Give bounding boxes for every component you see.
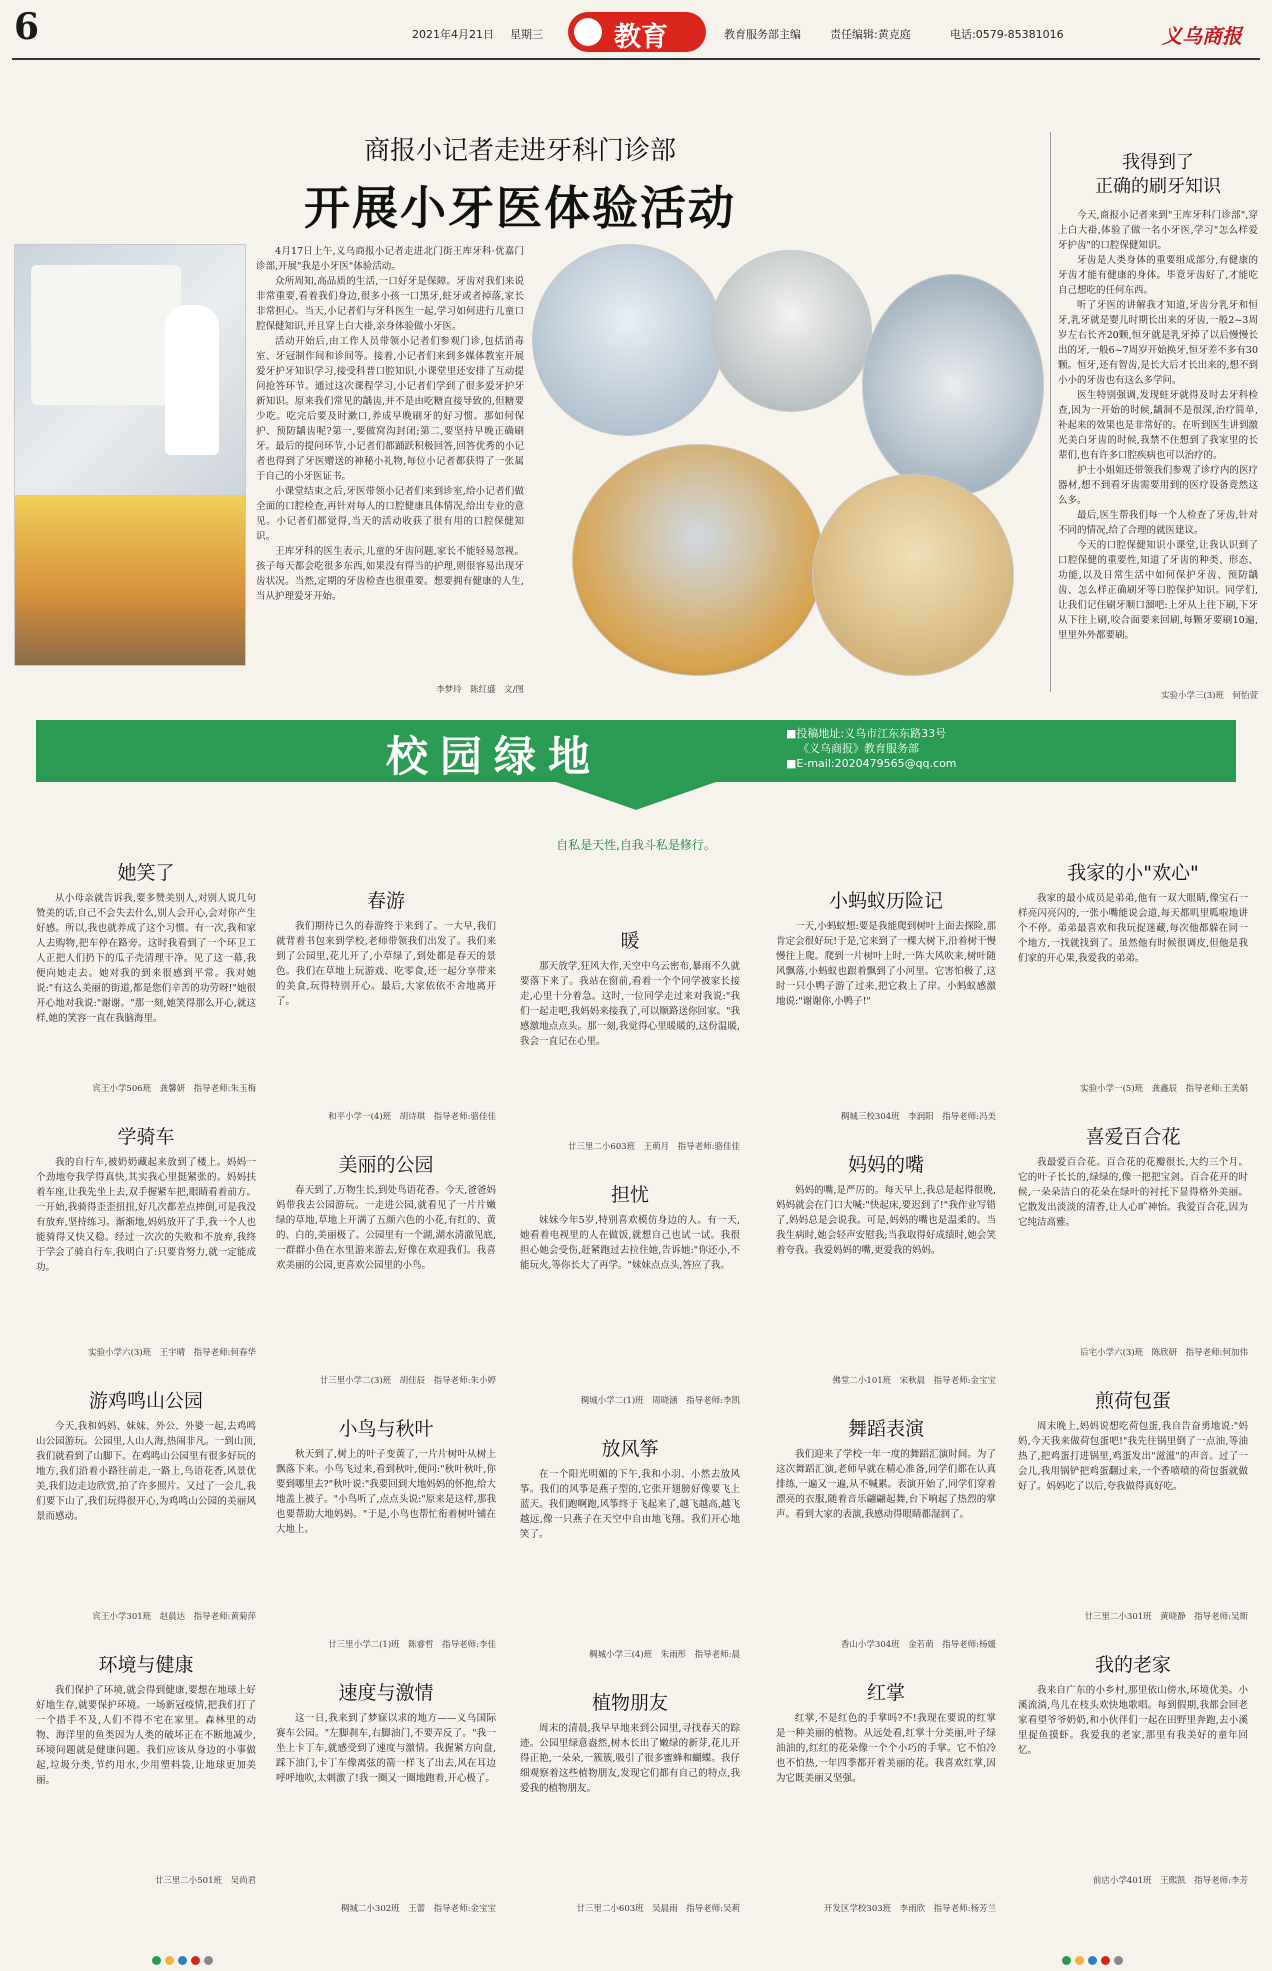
- essay-title: 我家的小"欢心": [1067, 862, 1199, 884]
- essay-byline: 宾王小学506班 龚馨妍 指导老师:朱玉梅: [92, 1084, 256, 1094]
- classroom-photo: [14, 244, 246, 666]
- essay: [276, 880, 496, 1130]
- sidebar-paragraph: 今天,商报小记者来到"王库牙科门诊部",穿上白大褂,体验了做一名小牙医,学习"怎么样爱牙护齿"的口腔保健知识。: [1058, 210, 1258, 251]
- essay: [1018, 1644, 1248, 1894]
- essay: [36, 1644, 256, 1894]
- essay-body: 秋天到了,树上的叶子变黄了,一片片树叶从树上飘落下来。小鸟飞过来,看到秋叶,便问:"秋叶秋叶,你要到哪里去?"秋叶说:"我要回到大地妈妈的怀抱,给大地盖上被子。"小鸟听了,点点头说:"原来是这样,那我也要帮助大地妈妈。"于是,小鸟也帮忙衔着树叶铺在大地上。: [276, 1449, 496, 1535]
- essay-byline: 香山小学304班 金若萌 指导老师:杨媛: [840, 1640, 996, 1650]
- essay-title: 煎荷包蛋: [1094, 1390, 1171, 1412]
- sidebar-title-line1: 我得到了: [1122, 152, 1194, 173]
- essay: [776, 1408, 996, 1658]
- essay-body: 那天放学,狂风大作,天空中乌云密布,暴雨不久就要落下来了。我站在窗前,看着一个个同学被家长接走,心里十分着急。这时,一位同学走过来对我说:"我们一起走吧,我妈妈来接我了,可以顺路送你回家。"我感激地点点头。那一刻,我觉得心里暖暖的,这份温暖,我会一直记在心里。: [520, 961, 740, 1047]
- essay: [520, 920, 740, 1160]
- lecture-photo: [572, 444, 824, 676]
- essay-body: 春天到了,万物生长,到处鸟语花香。今天,爸爸妈妈带我去公园游玩。一走进公园,就看见了一片片嫩绿的草地,草地上开满了五颜六色的小花,有红的、黄的、白的,美丽极了。公园里有一个湖,湖水清澈见底,一群群小鱼在水里游来游去,好像在欢迎我们。我喜欢美丽的公园,更喜欢公园里的小鸟。: [276, 1185, 496, 1271]
- photo-collage: [532, 244, 1042, 674]
- masthead-phone: 电话:0579-85381016: [950, 28, 1064, 41]
- sidebar-paragraph: 今天的口腔保健知识小课堂,让我认识到了口腔保健的重要性,知道了牙齿的种类、形态、功能,以及日常生活中如何保护牙齿、预防龋齿、怎么样正确刷牙等口腔保护知识。同学们,让我们记住刷牙顺口溜吧:上牙从上往下刷,下牙从下往上刷,咬合面要来回刷,每颗牙要刷10遍,里里外外都要刷。: [1058, 540, 1258, 641]
- essay: [276, 1408, 496, 1658]
- essay-title: 她笑了: [117, 862, 175, 884]
- essay-byline: 后宅小学六(3)班 陈欣研 指导老师:何加伟: [1080, 1348, 1248, 1358]
- essay-byline: 佛堂二小101班 宋秋晨 指导老师:金宝宝: [832, 1376, 996, 1386]
- essay-body: 一天,小蚂蚁想:要是我能爬到树叶上面去探险,那肯定会很好玩!于是,它来到了一棵大树下,沿着树干慢慢往上爬。爬到一片树叶上时,一阵大风吹来,树叶随风飘落,小蚂蚁也跟着飘到了小河里。它害怕极了,这时一只小鸭子游了过来,把它救上了岸。小蚂蚁感激地说:"谢谢你,小鸭子!": [776, 921, 996, 1007]
- banner-email: ■E-mail:2020479565@qq.com: [786, 757, 957, 770]
- students-photo: [812, 474, 1014, 676]
- feature-byline: 李梦玲 陈红盛 文/图: [436, 685, 524, 695]
- footer-dot: [165, 1956, 174, 1965]
- footer-dot: [1062, 1956, 1071, 1965]
- sidebar-paragraph: 最后,医生帮我们每一个人检查了牙齿,针对不同的情况,给了合理的就医建议。: [1058, 510, 1258, 536]
- feature-paragraph: 小课堂结束之后,牙医带领小记者们来到诊室,给小记者们做全面的口腔检查,再针对每人的口腔健康具体情况,给出专业的意见。小记者们都觉得,当天的活动收获了很有用的口腔保健知识。: [256, 486, 524, 542]
- exam-photo: [532, 244, 724, 436]
- feature-title: 开展小牙医体验活动: [304, 181, 736, 235]
- essay-title: 放风筝: [601, 1438, 659, 1460]
- essay-byline: 稠城小学三(4)班 朱雨彤 指导老师:晨: [589, 1650, 740, 1660]
- sidebar-divider: [1050, 132, 1051, 692]
- banner-arrow: [36, 720, 1236, 810]
- essay-body: 我最爱百合花。百合花的花瓣很长,大约三个月。它的叶子长长的,绿绿的,像一把把宝剑。百合花开的时候,一朵朵洁白的花朵在绿叶的衬托下显得格外美丽。它散发出淡淡的清香,让人心旷神怡。我爱百合花,因为它纯洁高雅。: [1018, 1157, 1248, 1228]
- section-logo-icon: [574, 18, 602, 46]
- essay-title: 学骑车: [117, 1126, 175, 1148]
- essay-body: 我们期待已久的春游终于来到了。一大早,我们就背着书包来到学校,老师带领我们出发了。我们来到了公园里,花儿开了,小草绿了,到处都是春天的景色。我们在草地上玩游戏、吃零食,还一起分享带来的美食,玩得特别开心。最后,大家依依不舍地离开了。: [276, 921, 496, 1007]
- essay-body: 我的自行车,被奶奶藏起来放到了楼上。妈妈一个劲地夸我学得真快,其实我心里挺紧张的。妈妈扶着车座,让我先坐上去,双手握紧车把,眼睛看着前方。一开始,我骑得歪歪扭扭,好几次都差点摔倒,可是我没有放弃,坚持练习。渐渐地,妈妈放开了手,我一个人也能骑得又快又稳。经过一次次的失败和不放弃,我终于学会了骑自行车,我明白了:只要肯努力,就一定能成功。: [36, 1157, 256, 1273]
- essay-title: 游鸡鸣山公园: [88, 1390, 203, 1412]
- essay-body: 从小母亲就告诉我,要多赞美别人,对别人说几句赞美的话,自己不会失去什么,别人会开心,会对你产生好感。所以,我也就养成了这个习惯。有一次,我和家人去购物,把车停在路旁。这时我看到了一个环卫工人正把人们扔下的瓜子壳清理干净。见了这一幕,我便向她走去。她对我的到来很感到平常。我对她说:"有这么美丽的街道,都是您们辛苦的功劳呀!"她很开心地对我说:"谢谢。"那一刻,她笑得那么开心,就这样,她的笑容一直在我脑海里。: [36, 893, 256, 1024]
- page-number: 6: [14, 6, 40, 48]
- essay-body: 在一个阳光明媚的下午,我和小羽、小然去放风筝。我们的风筝是燕子型的,它张开翅膀好像要飞上蓝天。我们跑啊跑,风筝终于飞起来了,越飞越高,越飞越远,像一只燕子在天空中自由地飞翔。我们开心地笑了。: [520, 1469, 740, 1540]
- essay-byline: 廿三里小学二(1)班 陈睿哲 指导老师:李佳: [328, 1640, 496, 1650]
- essay-body: 我们迎来了学校一年一度的舞蹈汇演时间。为了这次舞蹈汇演,老师早就在精心准备,同学们都在认真排练,一遍又一遍,从不喊累。表演开始了,同学们穿着漂亮的衣服,随着音乐翩翩起舞,台下响起了热烈的掌声。看到大家的表演,我感动得眼睛都湿润了。: [776, 1449, 996, 1520]
- essay-title: 速度与激情: [338, 1682, 434, 1704]
- essay-title: 暖: [620, 930, 640, 952]
- essay-body: 周末的清晨,我早早地来到公园里,寻找春天的踪迹。公园里绿意盎然,树木长出了嫩绿的新芽,花儿开得正艳,一朵朵,一簇簇,吸引了很多蜜蜂和蝴蝶。我仔细观察着这些植物朋友,发现它们都有自己的特点,我爱我的植物朋友。: [520, 1723, 740, 1794]
- footer-dot: [1075, 1956, 1084, 1965]
- section-badge: [568, 12, 706, 52]
- feature-paragraph: 活动开始后,由工作人员带领小记者们参观门诊,包括消毒室、牙冠制作间和诊间等。接着,小记者们来到多媒体教室开展爱牙护牙知识学习,接受科普口腔知识,小课堂里还安排了互动提问抢答环节。通过这次课程学习,小记者们学到了很多爱牙护牙新知识。原来我们常见的龋齿,并不是由吃糖直接导致的,但糖要少吃。吃完后要及时漱口,养成早晚刷牙的好习惯。那如何保护、预防龋齿呢?第一,要做窝沟封闭;第二,要坚持早晚正确刷牙。最后的提问环节,小记者们都踊跃积极回答,回答优秀的小记者也得到了牙医赠送的神秘小礼物,每位小记者都获得了一张属于自己的小牙医证书。: [256, 336, 524, 482]
- masthead-host: 教育服务部主编: [724, 28, 801, 41]
- footer-dot: [191, 1956, 200, 1965]
- doctor-figure: [165, 305, 219, 455]
- essay-byline: 廿三里小学二(3)班 胡佳辰 指导老师:朱小婷: [319, 1376, 496, 1386]
- essay: [36, 1116, 256, 1366]
- essay-byline: 前店小学401班 王熙凯 指导老师:李芳: [1092, 1876, 1248, 1886]
- essay-byline: 实验小学一(5)班 龚鑫辰 指导老师:王美娟: [1080, 1084, 1248, 1094]
- essay-body: 这一日,我来到了梦寐以求的地方——义乌国际赛车公园。"左脚刹车,右脚油门,不要弄反了。"我一坐上卡丁车,就感受到了速度与激情。我握紧方向盘,踩下油门,卡丁车像离弦的箭一样飞了出去,风在耳边呼呼地吹,太刺激了!我一圈又一圈地跑着,开心极了。: [276, 1713, 496, 1784]
- footer-dot: [1101, 1956, 1110, 1965]
- essay-byline: 和平小学一(4)班 胡诗琪 指导老师:骆佳佳: [328, 1112, 496, 1122]
- essay-title: 小蚂蚁历险记: [828, 890, 943, 912]
- essay-title: 妈妈的嘴: [847, 1154, 924, 1176]
- section-title: 教育: [614, 22, 668, 53]
- essay-title: 舞蹈表演: [847, 1418, 924, 1440]
- banner-slogan: 自私是天性,自我斗私是修行。: [556, 838, 716, 852]
- essay-body: 妈妈的嘴,是严厉的。每天早上,我总是起得很晚,妈妈就会在门口大喊:"快起床,要迟到了!"我作业写错了,妈妈总是会说我。可是,妈妈的嘴也是温柔的。当我生病时,她会轻声安慰我;当我取得好成绩时,她会笑着夸我。我爱妈妈的嘴,更爱我的妈妈。: [776, 1185, 996, 1256]
- sidebar-paragraph: 医生特别强调,发现蛀牙就得及时去牙科检查,因为一开始的时候,龋洞不是很深,治疗简单,补起来的效果也是非常好的。在听到医生讲到激光美白牙齿的时候,我禁不住想到了我家里的长辈们,也有许多口腔疾病也可以治疗的。: [1058, 390, 1258, 461]
- essay: [776, 1144, 996, 1394]
- essay-title: 喜爱百合花: [1085, 1126, 1181, 1148]
- essay-byline: 廿三里二小603班 王萌月 指导老师:骆佳佳: [567, 1142, 740, 1152]
- essay: [1018, 852, 1248, 1102]
- essay: [36, 852, 256, 1102]
- feature-paragraph: 王库牙科的医生表示,儿童的牙齿问题,家长不能轻易忽视。孩子每天都会吃很多东西,如果没有得当的护理,则很容易出现牙齿状况。当然,定期的牙齿检查也很重要。想要拥有健康的人生,当从护理爱牙开始。: [256, 546, 524, 602]
- sidebar-paragraph: 听了牙医的讲解我才知道,牙齿分乳牙和恒牙,乳牙就是婴儿时期长出来的牙齿,一般2~3周岁左右长齐20颗,恒牙就是乳牙掉了以后慢慢长出的牙,一般6~7周岁开始换牙,恒牙差不多有30颗。恒牙,还有智齿,是长大后才长出来的,想不到小小的牙齿也有这么多学问。: [1058, 300, 1258, 386]
- dental-chair-photo: [862, 274, 1044, 496]
- essay: [776, 1672, 996, 1922]
- students-crowd: [15, 495, 245, 665]
- essay-body: 今天,我和妈妈、妹妹、外公、外婆一起,去鸡鸣山公园游玩。公园里,人山人海,热闹非凡。一到山顶,我们就看到了山脚下。在鸡鸣山公园里有很多好玩的地方,我们沿着小路往前走,一路上,鸟语花香,风景优美,我们边走边欣赏,拍了许多照片。又过了一会儿,我们要下山了,我们玩得很开心,为鸡鸣山公园的美丽风景而感动。: [36, 1421, 256, 1522]
- banner-office: 《义乌商报》教育服务部: [798, 742, 919, 755]
- feature-paragraph: 众所周知,高品质的生活,一口好牙是保障。牙齿对我们来说非常重要,看着我们身边,很多小孩一口黑牙,蛀牙或者掉落,家长非常担心。当天,小记者们与牙科医生一起,学习如何进行儿童口腔保健知识,并且穿上白大褂,亲身体验做小牙医。: [256, 276, 524, 332]
- essay-title: 美丽的公园: [338, 1154, 434, 1176]
- essay: [276, 1672, 496, 1922]
- footer-dot: [1114, 1956, 1123, 1965]
- essay: [776, 880, 996, 1130]
- essay-body: 红掌,不是红色的手掌吗?不!我现在要说的红掌是一种美丽的植物。从远处看,红掌十分美丽,叶子绿油油的,红红的花朵像一个个小巧的手掌。它不怕冷也不怕热,一年四季都开着美丽的花。我喜欢红掌,因为它既美丽又坚强。: [776, 1713, 996, 1784]
- issue-weekday: 星期三: [510, 28, 543, 41]
- footer-dot: [178, 1956, 187, 1965]
- essay: [276, 1144, 496, 1394]
- essay-body: 我来自广东的小乡村,那里依山傍水,环境优美。小溪流淌,鸟儿在枝头欢快地歌唱。每到假期,我都会回老家看望爷爷奶奶,和小伙伴们一起在田野里奔跑,去小溪里捉鱼摸虾。我爱我的老家,那里有我美好的童年回忆。: [1018, 1685, 1248, 1756]
- masthead: [0, 0, 1272, 62]
- essay-byline: 宾王小学301班 赵晨达 指导老师:黄菊萍: [92, 1612, 256, 1622]
- essay-body: 妹妹今年5岁,特别喜欢模仿身边的人。有一天,她看着电视里的人在做饭,就想自己也试一试。我很担心她会受伤,赶紧跑过去拉住她,告诉她:"你还小,不能玩火,等你长大了再学。"妹妹点点头,答应了我。: [520, 1215, 740, 1271]
- feature-kicker: 商报小记者走进牙科门诊部: [363, 136, 676, 166]
- essay-byline: 稠城二小302班 王蕾 指导老师:金宝宝: [340, 1904, 496, 1914]
- tooth-diagram: [31, 265, 181, 405]
- essay: [1018, 1380, 1248, 1630]
- feature-paragraph: 4月17日上午,义乌商报小记者走进北门街王库牙科·优嘉门诊部,开展"我是小牙医"体验活动。: [256, 246, 524, 272]
- essay: [36, 1380, 256, 1630]
- masthead-rule: [12, 58, 1260, 60]
- masthead-editor: 责任编辑:黄克庭: [830, 28, 911, 41]
- essay-byline: 开发区学校303班 李雨欣 指导老师:杨芳兰: [823, 1904, 996, 1914]
- sidebar-paragraph: 护士小姐姐还带领我们参观了诊疗内的医疗器材,想不到看牙齿需要用到的医疗设备竟然这么多。: [1058, 465, 1258, 506]
- clinic-photo: [710, 250, 872, 412]
- banner-contact: [786, 726, 957, 771]
- essay-byline: 廿三里二小603班 吴晨雨 指导老师:吴莉: [576, 1904, 740, 1914]
- essay-title: 植物朋友: [591, 1692, 668, 1714]
- essay-byline: 实验小学六(3)班 王宇晴 指导老师:何春华: [88, 1348, 256, 1358]
- col-4: [776, 880, 996, 1940]
- essay: [1018, 1116, 1248, 1366]
- footer-dot: [152, 1956, 161, 1965]
- essay: [520, 1174, 740, 1414]
- essay: [520, 1682, 740, 1922]
- essay-body: 我家的最小成员是弟弟,他有一双大眼睛,像宝石一样亮闪亮闪的,一张小嘴能说会道,每天都叽里呱啦地讲个不停。弟弟最喜欢和我玩捉迷藏,每次他都躲在同一个地方,一找就找到了。虽然他有时候很调皮,但他是我们家的开心果,我爱我的弟弟。: [1018, 893, 1248, 964]
- col-3: [520, 920, 740, 1940]
- essay-byline: 廿三里二小301班 黄晓静 指导老师:吴斯: [1084, 1612, 1248, 1622]
- sidebar-body: [1058, 208, 1258, 684]
- col-2: [276, 880, 496, 1940]
- essay-title: 春游: [366, 890, 405, 912]
- section-banner: [36, 720, 1236, 810]
- col-1: [36, 852, 256, 1932]
- footer-dots-right: [1060, 1950, 1125, 1969]
- banner-address: ■投稿地址:义乌市江东东路33号: [786, 727, 947, 740]
- essay-byline: 稠城三校304班 李润阳 指导老师:冯美: [840, 1112, 996, 1122]
- feature-body: [256, 244, 524, 676]
- footer-dot: [1088, 1956, 1097, 1965]
- essay-title: 担忧: [610, 1184, 649, 1206]
- footer-dots-left: [150, 1950, 215, 1969]
- essay-title: 红掌: [866, 1682, 905, 1704]
- banner-title: 校园绿地: [386, 732, 603, 781]
- sidebar-byline: 实验小学三(3)班 何怡萱: [1160, 691, 1258, 701]
- essay-title: 环境与健康: [98, 1654, 194, 1676]
- essay-body: 周末晚上,妈妈说想吃荷包蛋,我自告奋勇地说:"妈妈,今天我来做荷包蛋吧!"我先往锅里倒了一点油,等油热了,把鸡蛋打进锅里,鸡蛋发出"滋滋"的声音。过了一会儿,我用锅铲把鸡蛋翻过来,一个香喷喷的荷包蛋就做好了。妈妈吃了以后,夸我做得真好吃。: [1018, 1421, 1248, 1492]
- footer-dot: [204, 1956, 213, 1965]
- col-5: [1018, 852, 1248, 1932]
- essay-title: 小鸟与秋叶: [338, 1418, 434, 1440]
- essay-byline: 廿三里二小501班 吴尚君: [154, 1876, 256, 1886]
- sidebar-paragraph: 牙齿是人类身体的重要组成部分,有健康的牙齿才能有健康的身体。毕竟牙齿好了,才能吃自己想吃的任何东西。: [1058, 255, 1258, 296]
- paper-logo: 义乌商报: [1162, 24, 1242, 48]
- essay: [520, 1428, 740, 1668]
- essay-byline: 稠城小学二(1)班 周晓涵 指导老师:李凯: [580, 1396, 740, 1406]
- issue-date: 2021年4月21日: [412, 28, 494, 41]
- essay-title: 我的老家: [1094, 1654, 1171, 1676]
- essay-body: 我们保护了环境,就会得到健康,要想在地球上好好地生存,就要保护环境。一场新冠疫情,把我们打了一个措手不及,人们不得不宅在家里。森林里的动物、海洋里的鱼类因为人类的破坏正在不断地减少,环境问题就是健康问题。我们应该从身边的小事做起,垃圾分类,节约用水,少用塑料袋,让地球更加美丽。: [36, 1685, 256, 1786]
- sidebar-title-line2: 正确的刷牙知识: [1095, 176, 1221, 197]
